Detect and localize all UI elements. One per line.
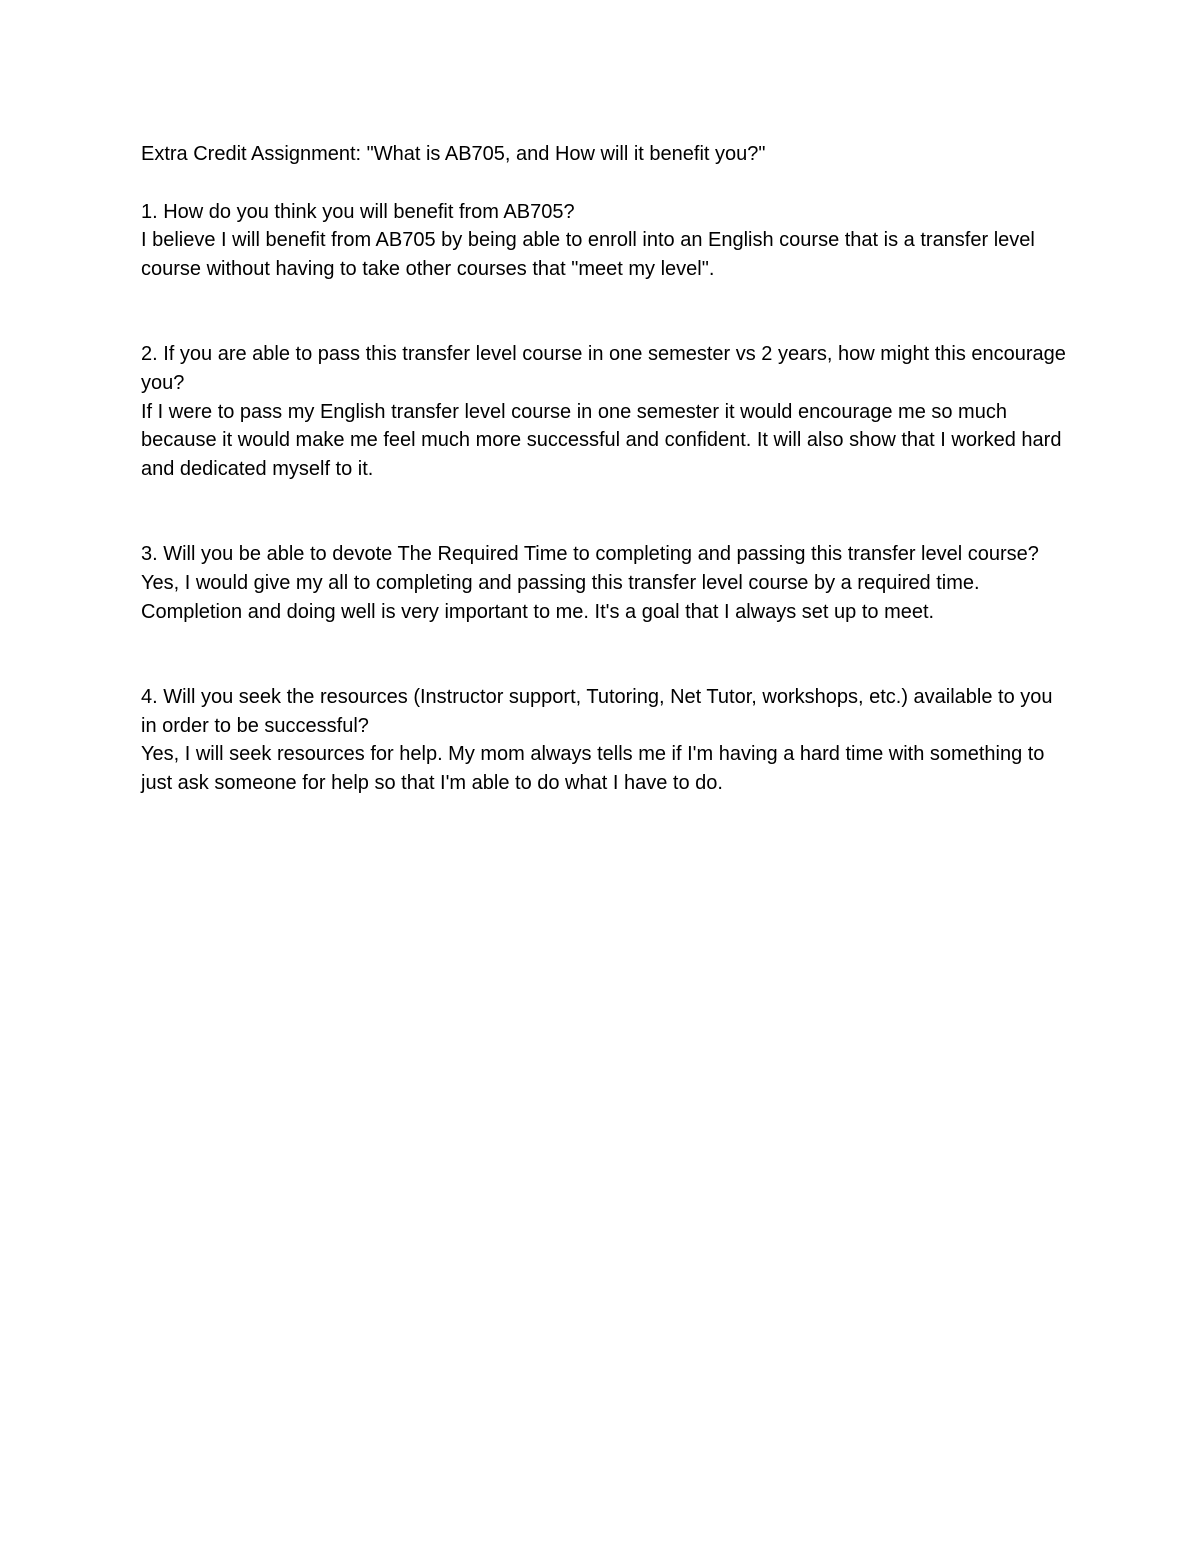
question-3: 3. Will you be able to devote The Required Time to completing and passing this transfer level course? <box>141 543 1039 566</box>
question-1: 1. How do you think you will benefit from AB705? <box>141 200 575 223</box>
document-body <box>141 140 1071 798</box>
qa-item-1 <box>141 198 1071 284</box>
qa-item-3 <box>141 540 1071 626</box>
document-title: Extra Credit Assignment: "What is AB705, and How will it benefit you?" <box>141 143 766 165</box>
qa-item-4 <box>141 683 1071 797</box>
question-4: 4. Will you seek the resources (Instructor support, Tutoring, Net Tutor, workshops, etc.) available to you in order to be successful? <box>141 686 1053 737</box>
question-2: 2. If you are able to pass this transfer level course in one semester vs 2 years, how might this encourage you? <box>141 343 1066 394</box>
answer-1: I believe I will benefit from AB705 by being able to enroll into an English course that is a transfer level course without having to take other courses that "meet my level". <box>141 229 1035 280</box>
answer-2: If I were to pass my English transfer level course in one semester it would encourage me so much because it would make me feel much more successful and confident. It will also show that I worked hard and dedicated myself to it. <box>141 400 1062 480</box>
answer-4: Yes, I will seek resources for help. My mom always tells me if I'm having a hard time with something to just ask someone for help so that I'm able to do what I have to do. <box>141 743 1045 794</box>
answer-3: Yes, I would give my all to completing and passing this transfer level course by a required time. Completion and doing well is very important to me. It's a goal that I always set up to meet. <box>141 571 980 623</box>
qa-item-2 <box>141 340 1071 483</box>
